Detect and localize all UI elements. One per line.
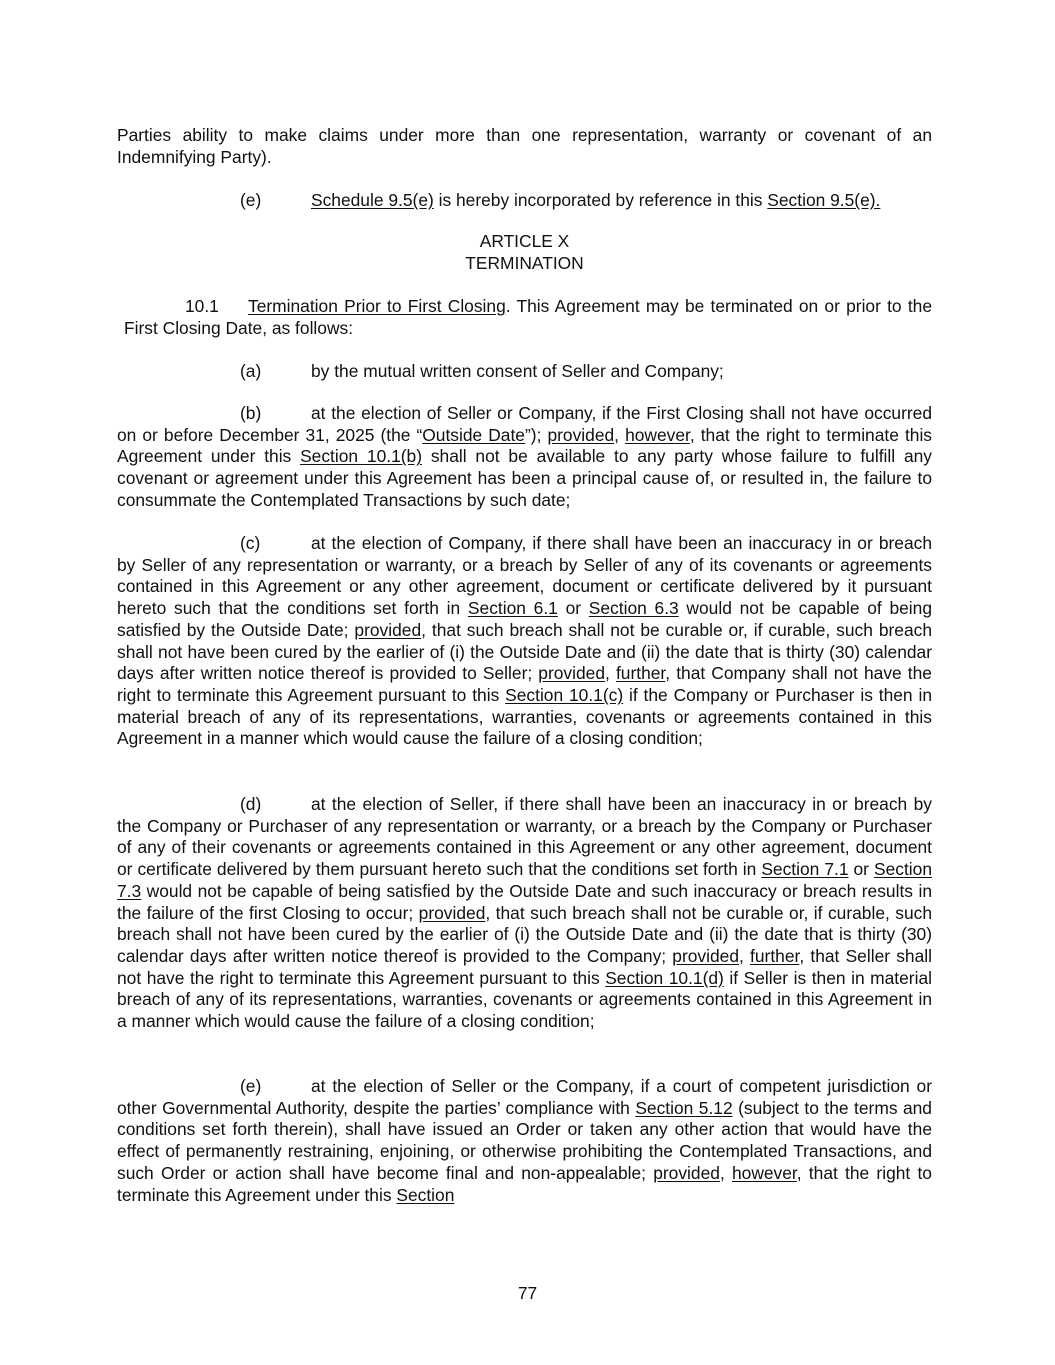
section-link[interactable]: Section 7.3 (117, 859, 932, 901)
clause-c: (c) at the election of Company, if there shall have been an inaccuracy in or breach by Seller of any representation or warranty, or a breach by Seller of any of its covenants or agreements contained in this Agreement or any other agreement, document or certificate delivered by it pursuant hereto such that the conditions set forth in Section 6.1 or Section 6.3 would not be capable of being satisfied by the Outside Date; provided, that such breach shall not be curable or, if curable, such breach shall not have been cured by the earlier of (i) the Outside Date and (ii) the date that is thirty (30) calendar days after written notice thereof is provided to Seller; provided, further, that Company shall not have the right to terminate this Agreement pursuant to this Section 10.1(c) if the Company or Purchaser is then in material breach of any of its representations, warranties, covenants or agreements contained in this Agreement in a manner which would cause the failure of a closing condition; (117, 533, 933, 749)
clause-b: (b) at the election of Seller or Company, if the First Closing shall not have occurred on or before December 31, 2025 (the “Outside Date”); provided, however, that the right to terminate this Agreement under this Section 10.1(b) shall not be available to any party whose failure to fulfill any covenant or agreement under this Agreement has been a principal cause of, or resulted in, the failure to consummate the Contemplated Transactions by such date; (117, 403, 933, 510)
schedule-link[interactable]: Schedule 9.5(e) (311, 190, 434, 210)
clause-a: (a) by the mutual written consent of Seller and Company; (240, 361, 724, 381)
article-title: TERMINATION (465, 252, 584, 273)
clause-d: (d) at the election of Seller, if there shall have been an inaccuracy in or breach by the Company or Purchaser of any representation or warranty, or a breach by the Company or Purchaser of any of their covenants or agreements contained in this Agreement or any other agreement, document or certificate delivered by them pursuant hereto such that the conditions set forth in Section 7.1 or Section 7.3 would not be capable of being satisfied by the Outside Date and such inaccuracy or breach results in the failure of the first Closing to occur; provided, that such breach shall not be curable or, if curable, such breach shall not have been cured by the earlier of (i) the Outside Date and (ii) the date that is thirty (30) calendar days after written notice thereof is provided to the Company; provided, further, that Seller shall not have the right to terminate this Agreement pursuant to this Section 10.1(d) if Seller is then in material breach of any of its representations, warranties, covenants or agreements contained in this Agreement in a manner which would cause the failure of a closing condition; (117, 794, 932, 1032)
page-number: 77 (517, 1283, 538, 1303)
carryover-paragraph: Parties ability to make claims under more than one representation, warranty or covenant of an Indemnifying Party). (117, 125, 932, 167)
section-link[interactable]: Section 10.1(b) (300, 446, 423, 467)
section-link[interactable]: Section 6.1 (467, 598, 558, 619)
section-link[interactable]: Section 7.1 (761, 859, 849, 880)
section-link[interactable]: Section 5.12 (635, 1097, 733, 1118)
clause-label: (e) (240, 1076, 262, 1096)
section-link[interactable]: Section 10.1(c) (505, 684, 624, 705)
clause-e: (e) at the election of Seller or the Company, if a court of competent jurisdiction or other Governmental Authority, despite the parties’ compliance with Section 5.12 (subject to the terms and conditions set forth therein), shall have issued an Order or taken any other action that would have the effect of permanently restraining, enjoining, or otherwise prohibiting the Contemplated Transactions, and such Order or action shall have become final and non-appealable; provided, however, that the right to terminate this Agreement under this Section (117, 1076, 932, 1205)
schedule-reference-clause: (e) Schedule 9.5(e) is hereby incorporated by reference in this Section 9.5(e). (240, 190, 881, 210)
clause-label: (d) (240, 794, 262, 814)
defined-term: Outside Date (422, 424, 525, 445)
section-10-1: 10.1 Termination Prior to First Closing. This Agreement may be terminated on or prior to the First Closing Date, as follows: (124, 296, 932, 338)
section-link[interactable]: Section (396, 1184, 455, 1205)
section-link[interactable]: Section 6.3 (588, 598, 679, 619)
clause-label: (e) (240, 190, 262, 210)
clause-label: (c) (240, 533, 261, 553)
section-link[interactable]: Section 10.1(d) (605, 967, 724, 988)
article-number: ARTICLE X (479, 231, 570, 251)
clause-label: (b) (240, 403, 262, 423)
section-heading: Termination Prior to First Closing (248, 296, 506, 316)
section-link[interactable]: Section 9.5(e). (767, 190, 881, 210)
article-heading (117, 231, 932, 274)
section-number: 10.1 (185, 296, 219, 316)
clause-label: (a) (240, 361, 262, 381)
